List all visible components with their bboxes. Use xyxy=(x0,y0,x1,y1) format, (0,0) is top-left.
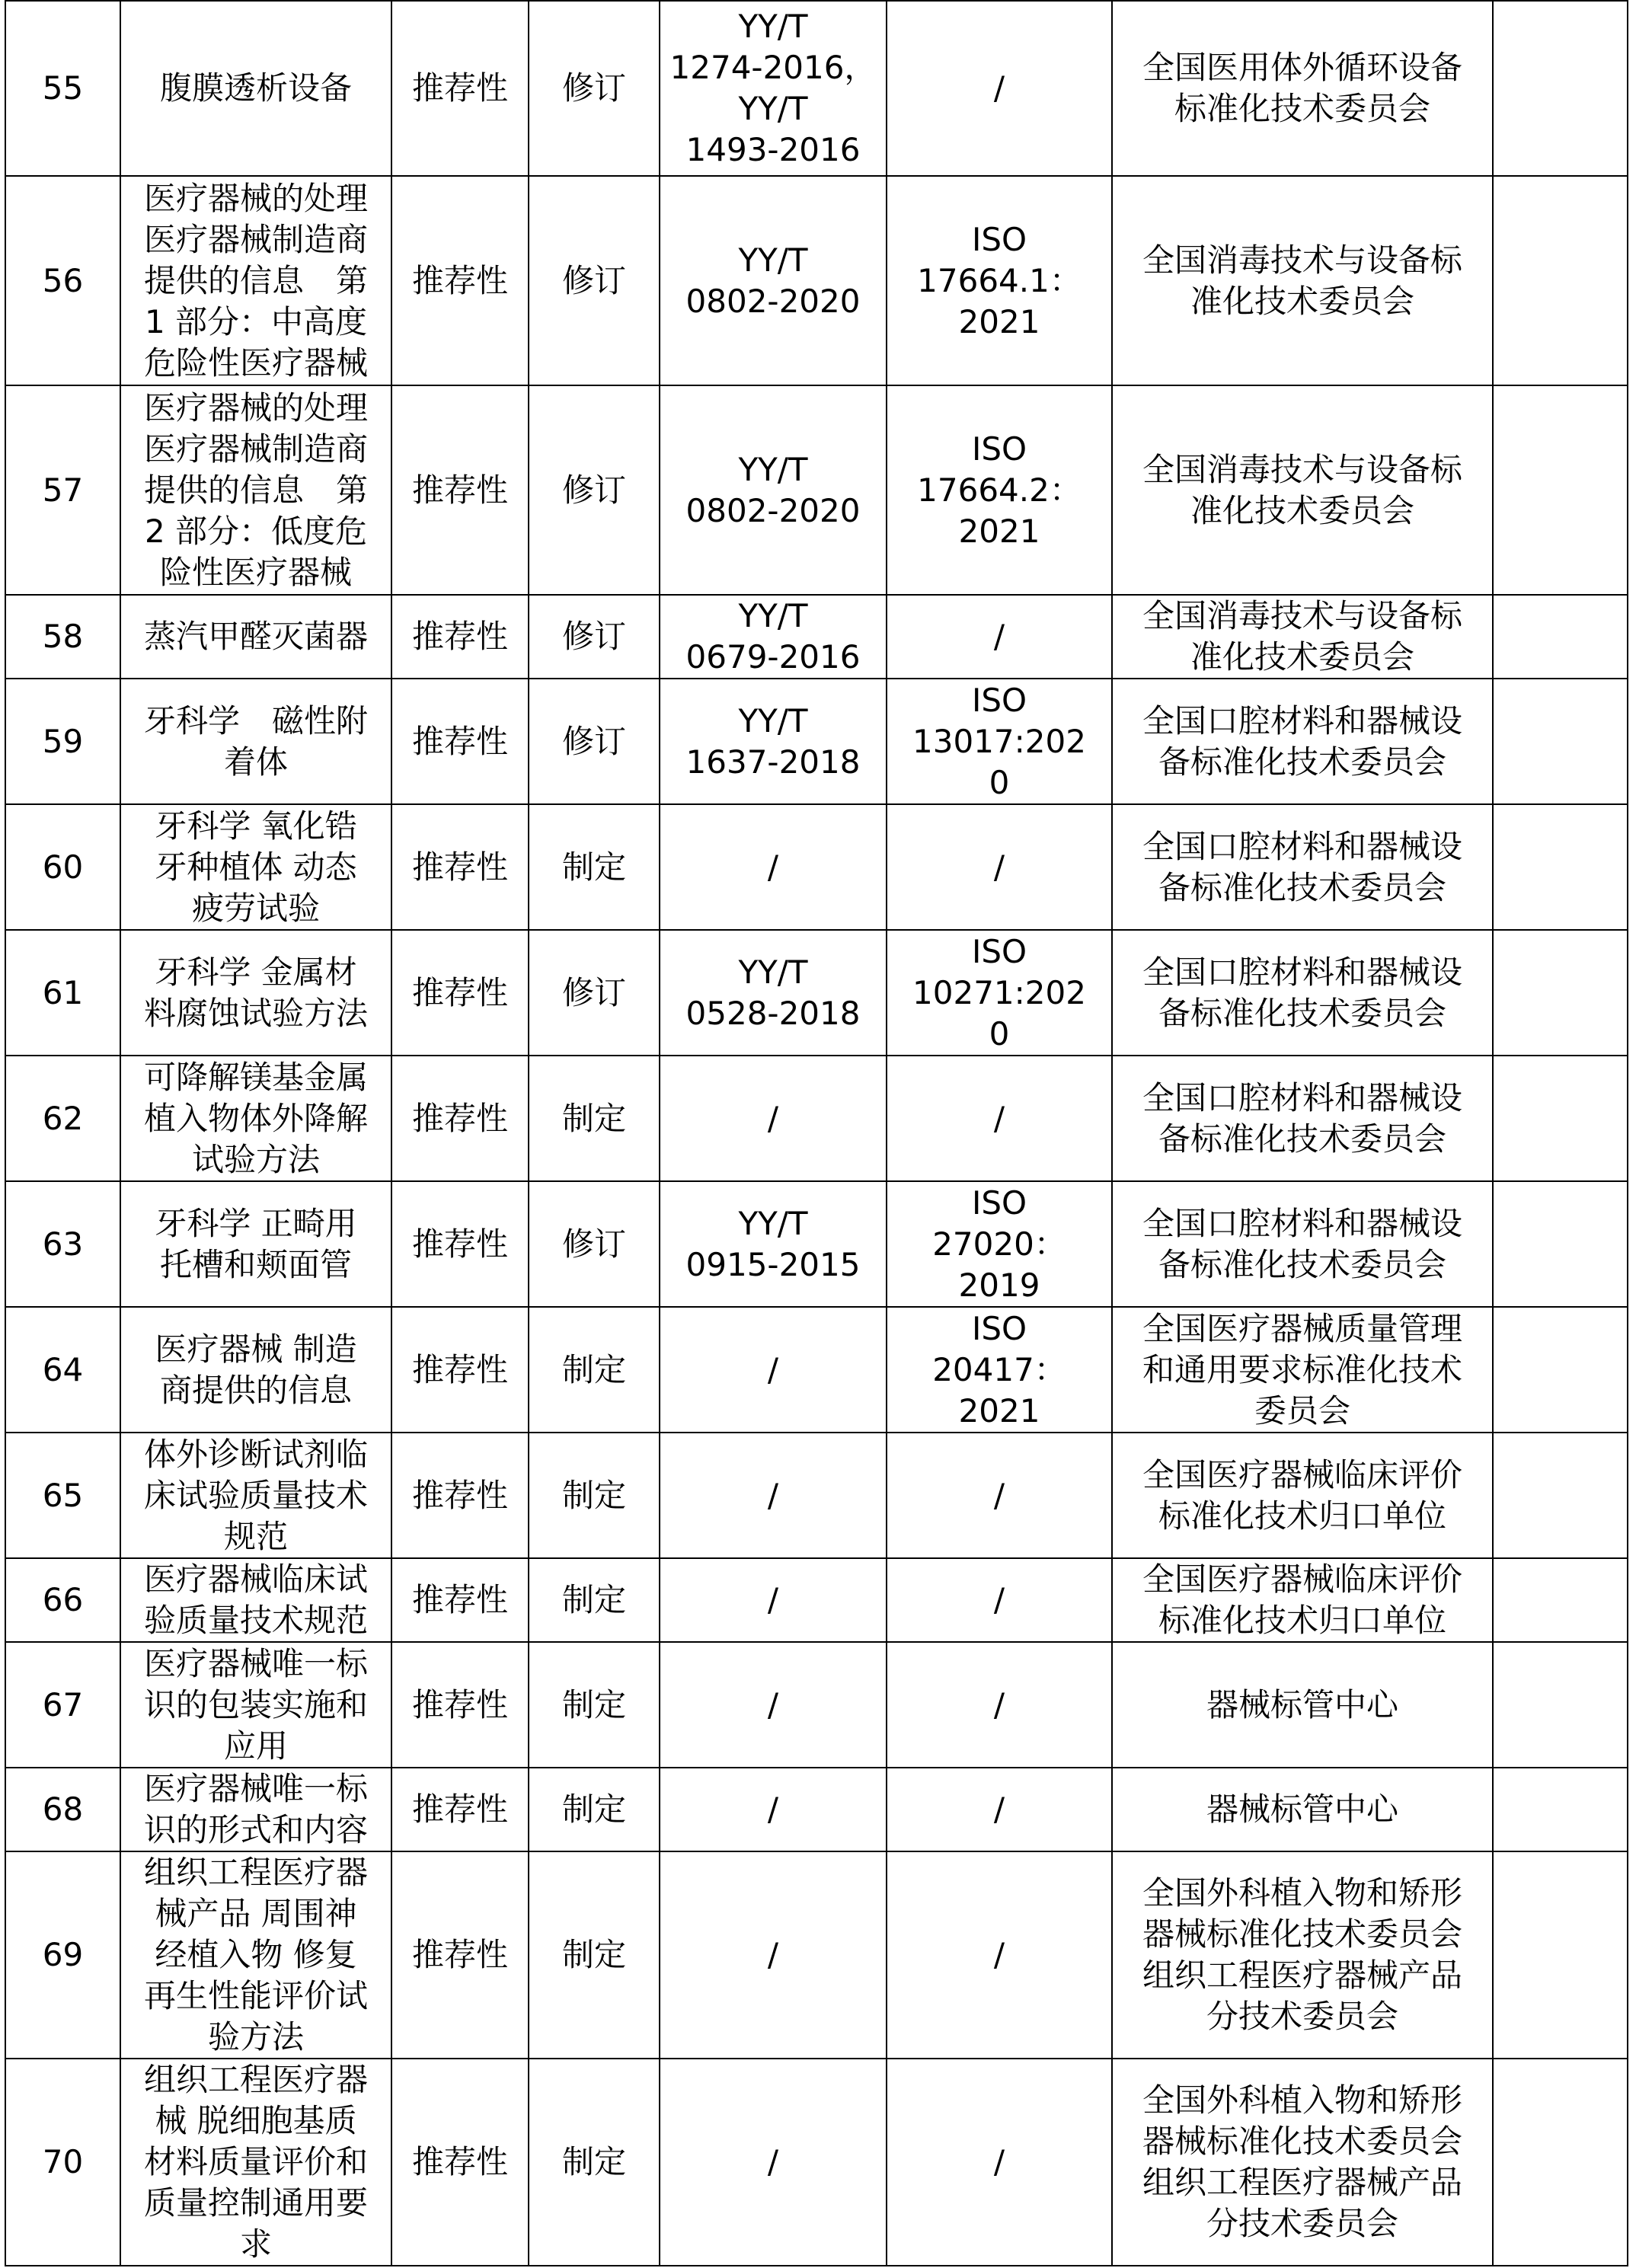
row-number: 64 xyxy=(5,1307,120,1433)
replaced-standard: / xyxy=(660,1768,887,1851)
remark xyxy=(1493,2059,1628,2266)
technical-committee: 全国口腔材料和器械设 备标准化技术委员会 xyxy=(1112,679,1493,804)
standard-nature: 推荐性 xyxy=(391,1433,529,1558)
remark xyxy=(1493,1642,1628,1768)
standard-name: 医疗器械唯一标 识的形式和内容 xyxy=(120,1768,391,1851)
remark xyxy=(1493,1,1628,176)
row-number: 60 xyxy=(5,804,120,930)
row-number: 58 xyxy=(5,595,120,679)
revision-type: 修订 xyxy=(529,930,660,1056)
table-row xyxy=(5,1307,1628,1433)
adopted-standard: / xyxy=(887,1056,1112,1181)
revision-type: 修订 xyxy=(529,595,660,679)
replaced-standard: YY/T 1274-2016， YY/T 1493-2016 xyxy=(660,1,887,176)
standard-nature: 推荐性 xyxy=(391,595,529,679)
remark xyxy=(1493,595,1628,679)
remark xyxy=(1493,1768,1628,1851)
table-row xyxy=(5,595,1628,679)
technical-committee: 全国消毒技术与设备标 准化技术委员会 xyxy=(1112,595,1493,679)
replaced-standard: / xyxy=(660,1307,887,1433)
row-number: 67 xyxy=(5,1642,120,1768)
standard-nature: 推荐性 xyxy=(391,679,529,804)
standard-name: 牙科学 金属材 料腐蚀试验方法 xyxy=(120,930,391,1056)
remark xyxy=(1493,804,1628,930)
replaced-standard: YY/T 1637-2018 xyxy=(660,679,887,804)
replaced-standard: / xyxy=(660,1642,887,1768)
revision-type: 制定 xyxy=(529,2059,660,2266)
standard-nature: 推荐性 xyxy=(391,1,529,176)
standard-name: 医疗器械的处理 医疗器械制造商 提供的信息 第 1 部分：中高度 危险性医疗器械 xyxy=(120,176,391,385)
technical-committee: 全国医疗器械临床评价 标准化技术归口单位 xyxy=(1112,1558,1493,1642)
technical-committee: 全国消毒技术与设备标 准化技术委员会 xyxy=(1112,176,1493,385)
row-number: 59 xyxy=(5,679,120,804)
replaced-standard: YY/T 0679-2016 xyxy=(660,595,887,679)
adopted-standard: / xyxy=(887,1558,1112,1642)
revision-type: 制定 xyxy=(529,804,660,930)
technical-committee: 器械标管中心 xyxy=(1112,1768,1493,1851)
row-number: 56 xyxy=(5,176,120,385)
technical-committee: 全国医疗器械质量管理 和通用要求标准化技术 委员会 xyxy=(1112,1307,1493,1433)
standard-name: 组织工程医疗器 械产品 周围神 经植入物 修复 再生性能评价试 验方法 xyxy=(120,1851,391,2059)
revision-type: 制定 xyxy=(529,1307,660,1433)
technical-committee: 全国口腔材料和器械设 备标准化技术委员会 xyxy=(1112,1056,1493,1181)
revision-type: 制定 xyxy=(529,1056,660,1181)
remark xyxy=(1493,385,1628,595)
standard-nature: 推荐性 xyxy=(391,2059,529,2266)
row-number: 69 xyxy=(5,1851,120,2059)
technical-committee: 全国医用体外循环设备 标准化技术委员会 xyxy=(1112,1,1493,176)
standard-name: 可降解镁基金属 植入物体外降解 试验方法 xyxy=(120,1056,391,1181)
remark xyxy=(1493,1433,1628,1558)
table-row xyxy=(5,1,1628,176)
row-number: 62 xyxy=(5,1056,120,1181)
table-row xyxy=(5,1642,1628,1768)
remark xyxy=(1493,176,1628,385)
technical-committee: 器械标管中心 xyxy=(1112,1642,1493,1768)
remark xyxy=(1493,679,1628,804)
standard-name: 医疗器械 制造 商提供的信息 xyxy=(120,1307,391,1433)
adopted-standard: / xyxy=(887,1768,1112,1851)
standard-name: 牙科学 氧化锆 牙种植体 动态 疲劳试验 xyxy=(120,804,391,930)
table-row xyxy=(5,385,1628,595)
row-number: 68 xyxy=(5,1768,120,1851)
replaced-standard: YY/T 0915-2015 xyxy=(660,1181,887,1307)
remark xyxy=(1493,1056,1628,1181)
remark xyxy=(1493,930,1628,1056)
remark xyxy=(1493,1181,1628,1307)
replaced-standard: / xyxy=(660,1433,887,1558)
table-row xyxy=(5,176,1628,385)
standard-nature: 推荐性 xyxy=(391,804,529,930)
replaced-standard: / xyxy=(660,804,887,930)
adopted-standard: / xyxy=(887,1851,1112,2059)
adopted-standard: ISO 13017:202 0 xyxy=(887,679,1112,804)
replaced-standard: YY/T 0802-2020 xyxy=(660,176,887,385)
table-row xyxy=(5,804,1628,930)
replaced-standard: / xyxy=(660,1558,887,1642)
adopted-standard: ISO 10271:202 0 xyxy=(887,930,1112,1056)
remark xyxy=(1493,1851,1628,2059)
revision-type: 修订 xyxy=(529,385,660,595)
table-row xyxy=(5,930,1628,1056)
adopted-standard: / xyxy=(887,804,1112,930)
standard-nature: 推荐性 xyxy=(391,1851,529,2059)
row-number: 65 xyxy=(5,1433,120,1558)
standard-name: 组织工程医疗器 械 脱细胞基质 材料质量评价和 质量控制通用要 求 xyxy=(120,2059,391,2266)
standard-name: 牙科学 磁性附 着体 xyxy=(120,679,391,804)
replaced-standard: / xyxy=(660,1851,887,2059)
standard-name: 腹膜透析设备 xyxy=(120,1,391,176)
adopted-standard: / xyxy=(887,595,1112,679)
technical-committee: 全国口腔材料和器械设 备标准化技术委员会 xyxy=(1112,804,1493,930)
row-number: 57 xyxy=(5,385,120,595)
standard-name: 医疗器械唯一标 识的包装实施和 应用 xyxy=(120,1642,391,1768)
standard-name: 体外诊断试剂临 床试验质量技术 规范 xyxy=(120,1433,391,1558)
replaced-standard: / xyxy=(660,2059,887,2266)
technical-committee: 全国医疗器械临床评价 标准化技术归口单位 xyxy=(1112,1433,1493,1558)
row-number: 55 xyxy=(5,1,120,176)
revision-type: 制定 xyxy=(529,1851,660,2059)
revision-type: 制定 xyxy=(529,1433,660,1558)
technical-committee: 全国消毒技术与设备标 准化技术委员会 xyxy=(1112,385,1493,595)
standard-nature: 推荐性 xyxy=(391,930,529,1056)
revision-type: 修订 xyxy=(529,176,660,385)
revision-type: 修订 xyxy=(529,1181,660,1307)
row-number: 70 xyxy=(5,2059,120,2266)
adopted-standard: / xyxy=(887,2059,1112,2266)
adopted-standard: / xyxy=(887,1642,1112,1768)
table-row xyxy=(5,1181,1628,1307)
standards-table xyxy=(5,0,1628,2266)
technical-committee: 全国口腔材料和器械设 备标准化技术委员会 xyxy=(1112,930,1493,1056)
standard-nature: 推荐性 xyxy=(391,1642,529,1768)
standard-nature: 推荐性 xyxy=(391,1768,529,1851)
adopted-standard: ISO 17664.1： 2021 xyxy=(887,176,1112,385)
table-row xyxy=(5,2059,1628,2266)
standard-nature: 推荐性 xyxy=(391,1181,529,1307)
table-row xyxy=(5,679,1628,804)
table-row xyxy=(5,1433,1628,1558)
technical-committee: 全国口腔材料和器械设 备标准化技术委员会 xyxy=(1112,1181,1493,1307)
table-row xyxy=(5,1558,1628,1642)
standard-nature: 推荐性 xyxy=(391,385,529,595)
remark xyxy=(1493,1307,1628,1433)
standard-nature: 推荐性 xyxy=(391,1307,529,1433)
adopted-standard: / xyxy=(887,1,1112,176)
revision-type: 修订 xyxy=(529,679,660,804)
technical-committee: 全国外科植入物和矫形 器械标准化技术委员会 组织工程医疗器械产品 分技术委员会 xyxy=(1112,2059,1493,2266)
adopted-standard: ISO 20417： 2021 xyxy=(887,1307,1112,1433)
revision-type: 修订 xyxy=(529,1,660,176)
row-number: 66 xyxy=(5,1558,120,1642)
replaced-standard: / xyxy=(660,1056,887,1181)
row-number: 61 xyxy=(5,930,120,1056)
standard-nature: 推荐性 xyxy=(391,1558,529,1642)
adopted-standard: ISO 17664.2： 2021 xyxy=(887,385,1112,595)
table-row xyxy=(5,1056,1628,1181)
standard-name: 牙科学 正畸用 托槽和颊面管 xyxy=(120,1181,391,1307)
revision-type: 制定 xyxy=(529,1558,660,1642)
table-row xyxy=(5,1851,1628,2059)
standard-nature: 推荐性 xyxy=(391,1056,529,1181)
remark xyxy=(1493,1558,1628,1642)
revision-type: 制定 xyxy=(529,1768,660,1851)
table-row xyxy=(5,1768,1628,1851)
replaced-standard: YY/T 0802-2020 xyxy=(660,385,887,595)
replaced-standard: YY/T 0528-2018 xyxy=(660,930,887,1056)
technical-committee: 全国外科植入物和矫形 器械标准化技术委员会 组织工程医疗器械产品 分技术委员会 xyxy=(1112,1851,1493,2059)
standard-name: 医疗器械的处理 医疗器械制造商 提供的信息 第 2 部分：低度危 险性医疗器械 xyxy=(120,385,391,595)
adopted-standard: ISO 27020： 2019 xyxy=(887,1181,1112,1307)
revision-type: 制定 xyxy=(529,1642,660,1768)
standard-nature: 推荐性 xyxy=(391,176,529,385)
row-number: 63 xyxy=(5,1181,120,1307)
standard-name: 蒸汽甲醛灭菌器 xyxy=(120,595,391,679)
standard-name: 医疗器械临床试 验质量技术规范 xyxy=(120,1558,391,1642)
adopted-standard: / xyxy=(887,1433,1112,1558)
